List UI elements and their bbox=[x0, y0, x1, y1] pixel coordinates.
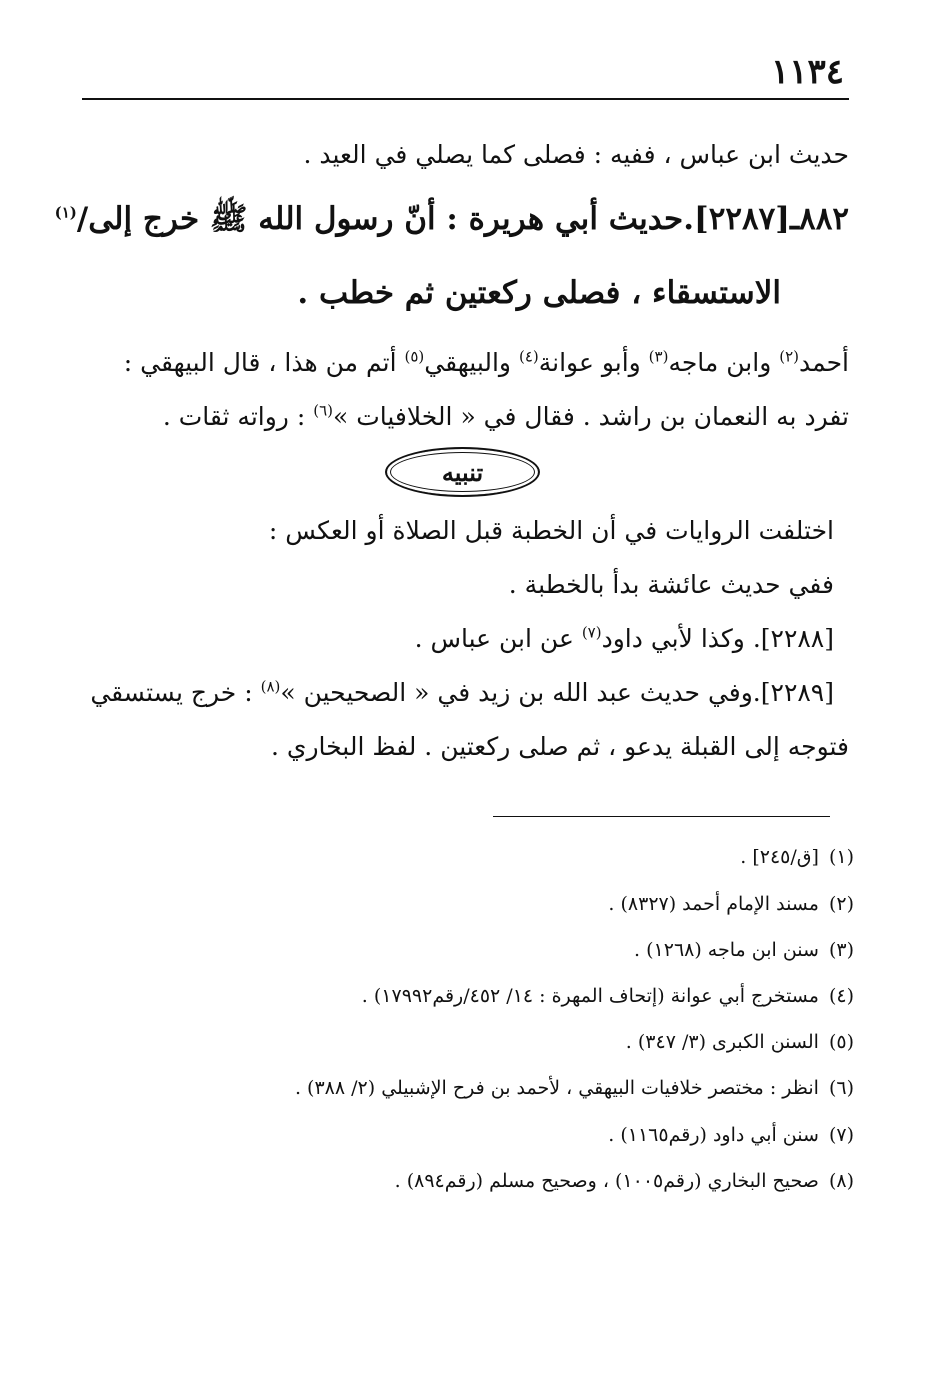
footnote-5 bbox=[626, 1033, 854, 1052]
footnote-ref: (٥) bbox=[404, 347, 425, 366]
notice-line-2: ففي حديث عائشة بدأ بالخطبة . bbox=[508, 570, 834, 599]
footnote-text: انظر : مختصر خلافيات البيهقي ، لأحمد بن فرح الإشبيلي (٢/ ٣٨٨) . bbox=[294, 1077, 819, 1099]
footnote-number: (١) bbox=[828, 846, 854, 868]
footnote-rule bbox=[493, 816, 830, 817]
footnote-ref: (٨) bbox=[260, 677, 281, 696]
footnote-7 bbox=[608, 1126, 854, 1145]
notice-text: [٢٢٨٨]. وكذا لأبي داود bbox=[601, 624, 834, 653]
notice-line-5: فتوجه إلى القبلة يدعو ، ثم صلى ركعتين . لفظ البخاري . bbox=[271, 732, 849, 761]
notice-line-1: اختلفت الروايات في أن الخطبة قبل الصلاة أو العكس : bbox=[268, 516, 834, 545]
footnote-number: (٧) bbox=[828, 1124, 854, 1146]
footnote-ref: (٣) bbox=[648, 347, 669, 366]
source-text: وابن ماجه bbox=[668, 348, 780, 377]
hadith-line-1 bbox=[54, 201, 849, 237]
footnote-text: مسند الإمام أحمد (٨٣٢٧) . bbox=[608, 893, 819, 915]
footnote-ref: (٢) bbox=[779, 347, 800, 366]
notice-badge bbox=[385, 447, 540, 497]
footnote-ref: (١) bbox=[54, 203, 77, 222]
footnote-text: صحيح البخاري (رقم١٠٠٥) ، وصحيح مسلم (رقم٨٩٤) . bbox=[394, 1170, 819, 1192]
footnote-number: (٨) bbox=[828, 1170, 854, 1192]
footnote-number: (٦) bbox=[828, 1077, 854, 1099]
footnote-text: [ق/٢٤٥] . bbox=[740, 846, 819, 868]
footnote-1 bbox=[740, 848, 854, 867]
footnote-3 bbox=[634, 941, 854, 960]
footnote-number: (٢) bbox=[828, 893, 854, 915]
footnote-ref: (٧) bbox=[581, 623, 602, 642]
notice-line-4 bbox=[90, 677, 834, 707]
footnote-text: سنن ابن ماجه (١٢٦٨) . bbox=[634, 939, 819, 961]
sources-line-2 bbox=[162, 401, 849, 431]
footnote-2 bbox=[608, 895, 854, 914]
footnote-text: مستخرج أبي عوانة (إتحاف المهرة : ١٤/ ٤٥٢/رقم١٧٩٩٢) . bbox=[361, 985, 819, 1007]
header-rule bbox=[82, 98, 849, 100]
footnote-number: (٤) bbox=[828, 985, 854, 1007]
notice-text: : خرج يستسقي bbox=[90, 678, 261, 707]
footnote-ref: (٦) bbox=[313, 401, 333, 420]
footnote-4 bbox=[362, 987, 854, 1006]
footnote-text: سنن أبي داود (رقم١١٦٥) . bbox=[608, 1124, 819, 1146]
body-line-1: حديث ابن عباس ، ففيه : فصلى كما يصلي في العيد . bbox=[303, 140, 849, 169]
footnote-number: (٥) bbox=[828, 1031, 854, 1053]
notice-line-3 bbox=[414, 623, 834, 653]
sources-line-1 bbox=[123, 347, 849, 377]
source-text: أحمد bbox=[799, 348, 849, 377]
source-text: والبيهقي bbox=[424, 348, 519, 377]
source-text: تفرد به النعمان بن راشد . فقال في « الخلافيات » bbox=[332, 402, 849, 431]
notice-text: عن ابن عباس . bbox=[414, 624, 582, 653]
source-text: : رواته ثقات . bbox=[162, 402, 314, 431]
footnote-ref: (٤) bbox=[518, 347, 539, 366]
footnote-6 bbox=[295, 1079, 854, 1098]
source-text: وأبو عوانة bbox=[538, 348, 649, 377]
notice-text: [٢٢٨٩].وفي حديث عبد الله بن زيد في « الصحيحين » bbox=[280, 678, 834, 707]
notice-title: تنبيه bbox=[385, 447, 540, 497]
footnote-text: السنن الكبرى (٣/ ٣٤٧) . bbox=[625, 1031, 819, 1053]
hadith-text: ٨٨٢ـ[٢٢٨٧].حديث أبي هريرة : أنّ رسول الله ﷺ خرج إلى/ bbox=[76, 201, 849, 237]
page-number: ١١٣٤ bbox=[770, 52, 844, 92]
hadith-line-2: الاستسقاء ، فصلى ركعتين ثم خطب . bbox=[297, 275, 781, 311]
footnote-number: (٣) bbox=[828, 939, 854, 961]
source-text: أتم من هذا ، قال البيهقي : bbox=[123, 348, 405, 377]
footnote-8 bbox=[395, 1172, 854, 1191]
